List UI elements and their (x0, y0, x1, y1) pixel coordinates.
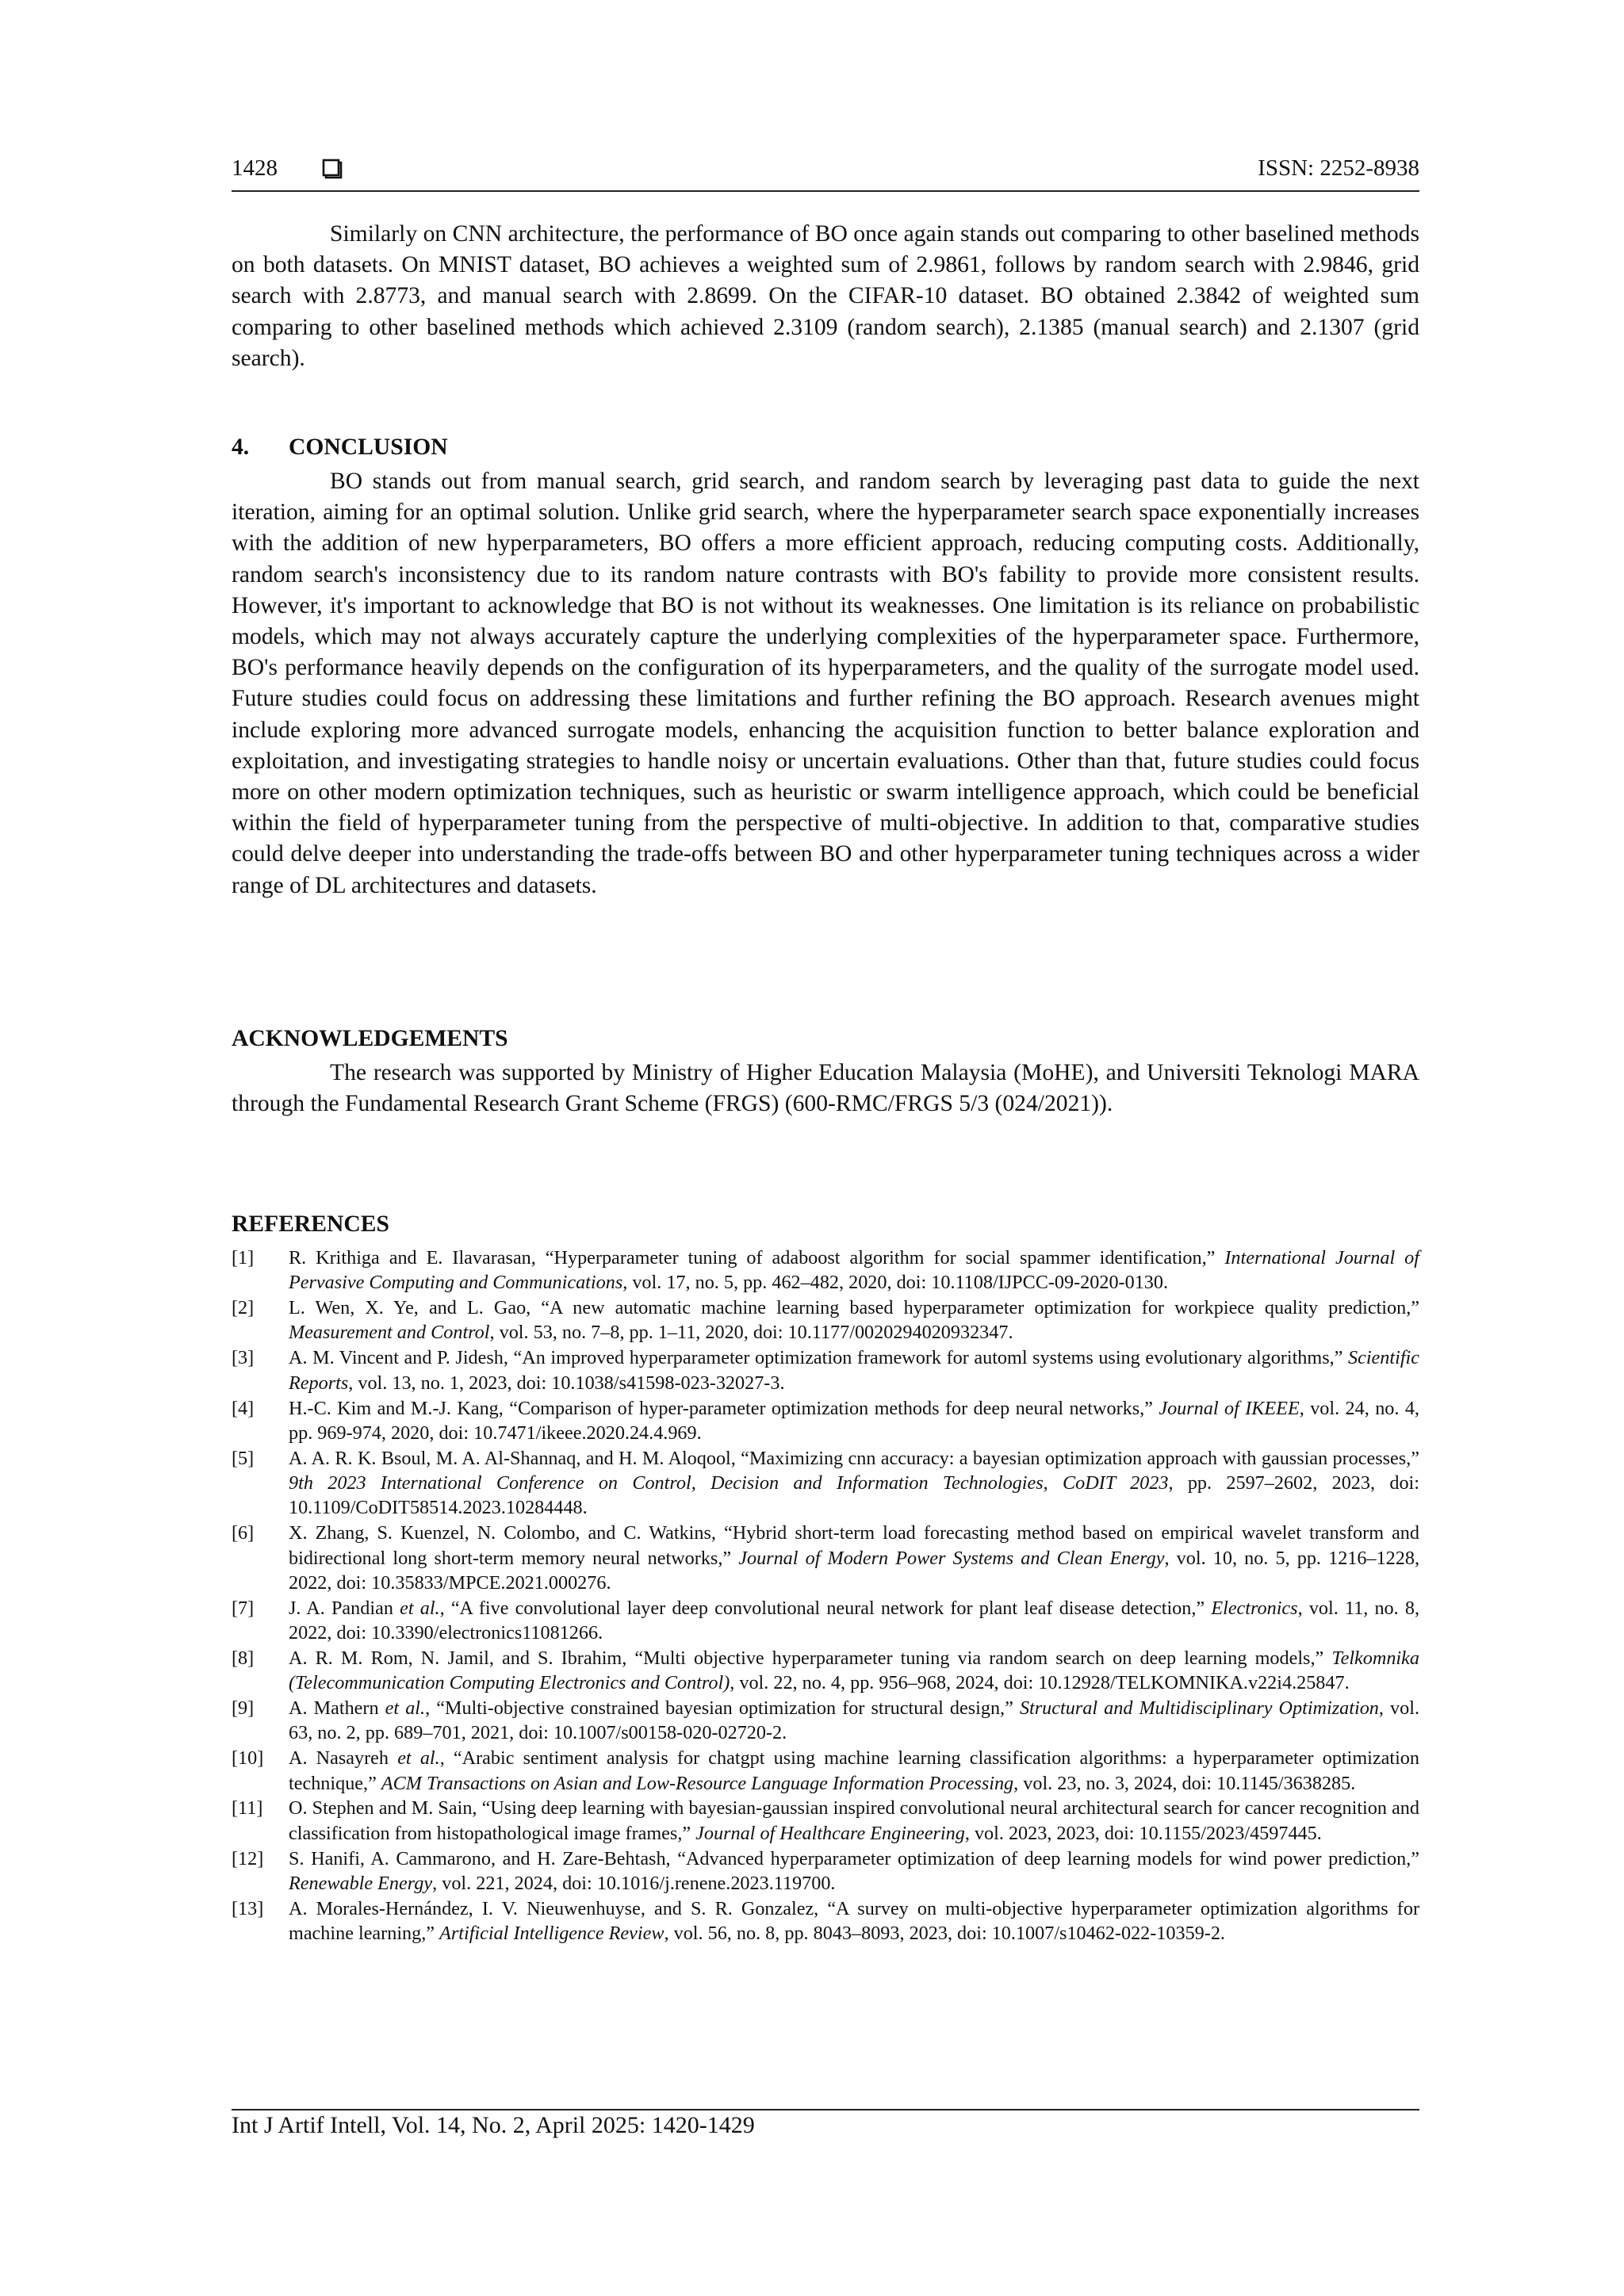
reference-etal: et al. (385, 1697, 426, 1720)
acknowledgements-paragraph (232, 1058, 1419, 1119)
reference-after: , vol. 13, no. 1, 2023, doi: 10.1038/s41598-023-32027-3. (348, 1372, 785, 1394)
reference-after: , vol. 10, no. 5, pp. 1216–1228, 2022, doi: 10.35833/MPCE.2021.000276. (289, 1547, 1419, 1594)
reference-venue: 9th 2023 International Conference on Control, Decision and Information Technologies, CoDIT 2023 (289, 1472, 1169, 1494)
section-title: ACKNOWLEDGEMENTS (232, 1026, 508, 1051)
acknowledgements-heading (232, 1026, 508, 1052)
reference-before: S. Hanifi, A. Cammarono, and H. Zare-Behtash, “Advanced hyperparameter optimization of deep learning models for wind power prediction,” (289, 1847, 1419, 1869)
reference-after: , pp. 2597–2602, 2023, doi: 10.1109/CoDIT58514.2023.10284448. (289, 1472, 1419, 1519)
reference-item (232, 1521, 1419, 1595)
reference-item (232, 1596, 1419, 1646)
reference-before: L. Wen, X. Ye, and L. Gao, “A new automatic machine learning based hyperparameter optimization for workpiece quality prediction,” (289, 1297, 1419, 1319)
reference-after: , vol. 63, no. 2, pp. 689–701, 2021, doi: 10.1007/s00158-020-02720-2. (289, 1697, 1419, 1744)
paragraph-text: Similarly on CNN architecture, the performance of BO once again stands out comparing to other baselined methods on both datasets. On MNIST dataset, BO achieves a weighted sum of 2.9861, follows by random search with 2.9846, grid search with 2.8773, and manual search with 2.8699. On the CIFAR-10 dataset. BO obtained 2.3842 of weighted sum comparing to other baselined methods which achieved 2.3109 (random search), 2.1385 (manual search) and 2.1307 (grid search). (232, 221, 1419, 371)
reference-item (232, 1746, 1419, 1796)
reference-text (289, 1396, 1419, 1446)
reference-before2: , “Arabic sentiment analysis for chatgpt using machine learning classification algorithms: a hyperparameter optimization technique,” (289, 1747, 1419, 1794)
reference-text (289, 1295, 1419, 1345)
conclusion-heading (232, 434, 448, 461)
reference-item (232, 1396, 1419, 1446)
references-heading (232, 1211, 389, 1238)
reference-after: , vol. 11, no. 8, 2022, doi: 10.3390/electronics11081266. (289, 1597, 1419, 1644)
reference-venue: Artificial Intelligence Review (439, 1923, 665, 1945)
reference-venue: Structural and Multidisciplinary Optimization (1019, 1697, 1379, 1720)
reference-after: , vol. 17, no. 5, pp. 462–482, 2020, doi: 10.1108/IJPCC-09-2020-0130. (622, 1272, 1169, 1294)
reference-label: [9] (232, 1697, 255, 1720)
reference-after: , vol. 53, no. 7–8, pp. 1–11, 2020, doi: 10.1177/0020294020932347. (489, 1322, 1013, 1344)
reference-item (232, 1696, 1419, 1746)
reference-etal: et al. (397, 1747, 440, 1770)
cnn-results-paragraph (232, 219, 1419, 374)
reference-etal: et al. (400, 1597, 440, 1619)
reference-item (232, 1796, 1419, 1846)
reference-text (289, 1596, 1419, 1646)
reference-item (232, 1446, 1419, 1521)
reference-item (232, 1345, 1419, 1395)
reference-text (289, 1446, 1419, 1521)
reference-label: [12] (232, 1847, 264, 1869)
reference-before: H.-C. Kim and M.-J. Kang, “Comparison of hyper-parameter optimization methods for deep neural networks,” (289, 1397, 1159, 1419)
reference-before: A. Nasayreh (289, 1747, 398, 1770)
reference-before: R. Krithiga and E. Ilavarasan, “Hyperparameter tuning of adaboost algorithm for social spammer identification,” (289, 1247, 1225, 1269)
reference-before: A. R. M. Rom, N. Jamil, and S. Ibrahim, “Multi objective hyperparameter tuning via random search on deep learning models,” (289, 1647, 1332, 1669)
reference-text (289, 1796, 1419, 1846)
square-bullet-icon (322, 159, 343, 179)
section-number: 4. (232, 434, 250, 460)
conclusion-paragraph (232, 466, 1419, 901)
header-rule (232, 190, 1419, 192)
reference-before: A. A. R. K. Bsoul, M. A. Al-Shannaq, and H. M. Aloqool, “Maximizing cnn accuracy: a bayesian optimization approach with gaussian processes,” (289, 1447, 1419, 1469)
reference-text (289, 1746, 1419, 1796)
reference-venue: Journal of IKEEE (1159, 1397, 1300, 1419)
reference-after: , vol. 22, no. 4, pp. 956–968, 2024, doi: 10.12928/TELKOMNIKA.v22i4.25847. (730, 1672, 1350, 1694)
reference-label: [6] (232, 1522, 255, 1544)
reference-label: [3] (232, 1347, 255, 1369)
page-footer: Int J Artif Intell, Vol. 14, No. 2, April 2025: 1420-1429 (232, 2112, 755, 2138)
reference-label: [13] (232, 1897, 264, 1919)
reference-text (289, 1696, 1419, 1746)
section-title: CONCLUSION (289, 434, 448, 460)
reference-list (232, 1246, 1419, 1946)
reference-after: , vol. 23, no. 3, 2024, doi: 10.1145/3638285. (1013, 1772, 1356, 1794)
paragraph-text: BO stands out from manual search, grid search, and random search by leveraging past data to guide the next iteration, aiming for an optimal solution. Unlike grid search, where the hyperparameter search space exponentially increases with the addition of new hyperparameters, BO offers a more efficient approach, reducing computing costs. Additionally, random search's inconsistency due to its random nature contrasts with BO's fability to provide more consistent results. However, it's important to acknowledge that BO is not without its weaknesses. One limitation is its reliance on probabilistic models, which may not always accurately capture the underlying complexities of the hyperparameter space. Furthermore, BO's performance heavily depends on the configuration of its hyperparameters, and the quality of the surrogate model used. Future studies could focus on addressing these limitations and further refining the BO approach. Research avenues might include exploring more advanced surrogate models, enhancing the acquisition function to better balance exploration and exploitation, and investigating strategies to handle noisy or uncertain evaluations. Other than that, future studies could focus more on other modern optimization techniques, such as heuristic or swarm intelligence approach, which could be beneficial within the field of hyperparameter tuning from the perspective of multi-objective. In addition to that, comparative studies could delve deeper into understanding the trade-offs between BO and other hyperparameter tuning techniques across a wider range of DL architectures and datasets. (232, 469, 1419, 898)
page-header (232, 155, 1419, 189)
reference-venue: ACM Transactions on Asian and Low-Resource Language Information Processing (381, 1772, 1014, 1794)
reference-venue: Scientific Reports (289, 1347, 1419, 1394)
reference-venue: Telkomnika (Telecommunication Computing Electronics and Control) (289, 1647, 1419, 1694)
reference-item (232, 1246, 1419, 1295)
reference-venue: Electronics (1211, 1597, 1298, 1619)
reference-item (232, 1295, 1419, 1345)
reference-venue: Measurement and Control (289, 1322, 490, 1344)
reference-before2: , “Multi-objective constrained bayesian optimization for structural design,” (425, 1697, 1020, 1720)
section-title: REFERENCES (232, 1211, 389, 1237)
reference-item (232, 1896, 1419, 1946)
reference-text (289, 1846, 1419, 1896)
reference-text (289, 1646, 1419, 1696)
reference-before: O. Stephen and M. Sain, “Using deep learning with bayesian-gaussian inspired convolutional neural architectural search for cancer recognition and classification from histopathological image frames,” (289, 1797, 1419, 1844)
reference-venue: Journal of Modern Power Systems and Clean Energy (738, 1547, 1165, 1569)
reference-venue: International Journal of Pervasive Computing and Communications (289, 1247, 1419, 1294)
footer-rule (232, 2109, 1419, 2110)
reference-before: A. Morales-Hernández, I. V. Nieuwenhuyse, and S. R. Gonzalez, “A survey on multi-objective hyperparameter optimization algorithms for machine learning,” (289, 1897, 1419, 1945)
reference-venue: Renewable Energy (289, 1872, 433, 1894)
reference-label: [2] (232, 1297, 255, 1319)
reference-after: , vol. 221, 2024, doi: 10.1016/j.renene.2023.119700. (432, 1872, 836, 1894)
issn-label: ISSN: 2252-8938 (1258, 155, 1419, 181)
reference-label: [1] (232, 1247, 255, 1269)
reference-label: [11] (232, 1797, 263, 1820)
reference-before: A. M. Vincent and P. Jidesh, “An improved hyperparameter optimization framework for automl systems using evolutionary algorithms,” (289, 1347, 1348, 1369)
reference-text (289, 1896, 1419, 1946)
reference-label: [7] (232, 1597, 255, 1619)
reference-after: , vol. 2023, 2023, doi: 10.1155/2023/4597445. (964, 1822, 1322, 1844)
paragraph-text: The research was supported by Ministry of Higher Education Malaysia (MoHE), and Universiti Teknologi MARA through the Fundamental Research Grant Scheme (FRGS) (600-RMC/FRGS 5/3 (024/2021)). (232, 1060, 1419, 1117)
reference-label: [8] (232, 1647, 255, 1669)
reference-after: , vol. 24, no. 4, pp. 969-974, 2020, doi: 10.7471/ikeee.2020.24.4.969. (289, 1397, 1419, 1444)
reference-after: , vol. 56, no. 8, pp. 8043–8093, 2023, doi: 10.1007/s10462-022-10359-2. (664, 1923, 1225, 1945)
reference-item (232, 1646, 1419, 1696)
reference-before: A. Mathern (289, 1697, 385, 1720)
reference-text (289, 1521, 1419, 1595)
reference-text (289, 1246, 1419, 1295)
reference-label: [5] (232, 1447, 255, 1469)
reference-before2: , “A five convolutional layer deep convolutional neural network for plant leaf disease detection,” (439, 1597, 1212, 1619)
page-number: 1428 (232, 155, 278, 181)
reference-before: J. A. Pandian (289, 1597, 400, 1619)
reference-label: [4] (232, 1397, 255, 1419)
reference-text (289, 1345, 1419, 1395)
reference-before: X. Zhang, S. Kuenzel, N. Colombo, and C. Watkins, “Hybrid short-term load forecasting method based on empirical wavelet transform and bidirectional long short-term memory neural networks,” (289, 1522, 1419, 1569)
reference-venue: Journal of Healthcare Engineering (695, 1822, 965, 1844)
reference-item (232, 1846, 1419, 1896)
reference-label: [10] (232, 1747, 264, 1770)
